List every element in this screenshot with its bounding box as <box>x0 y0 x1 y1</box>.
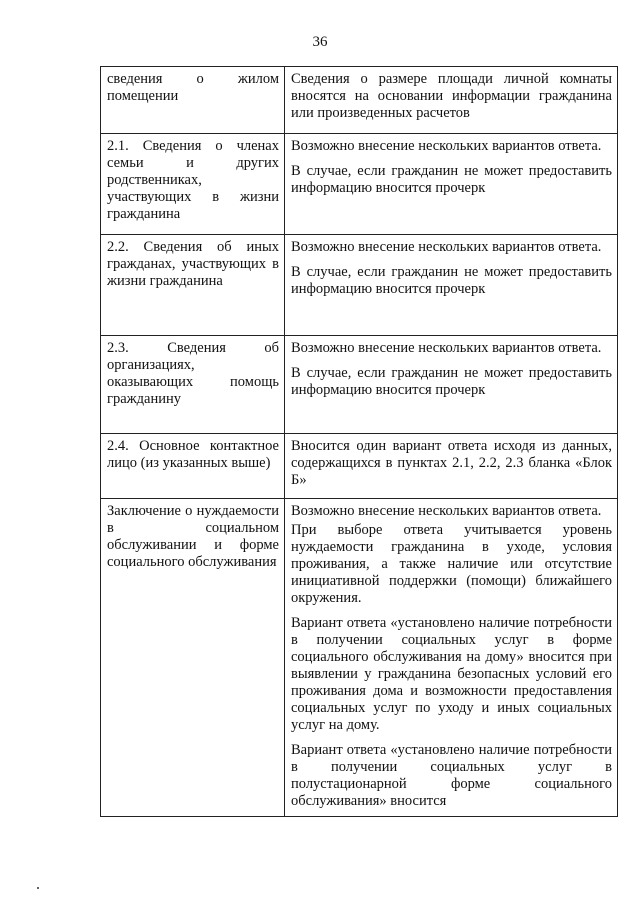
field-name: 2.1. Сведения о членах семьи и других родственниках, участвующих в жизни гражданина <box>107 138 279 222</box>
field-name: Заключение о нуждаемости в социальном обслуживании и форме социального обслуживания <box>107 503 279 570</box>
field-name: сведения о жилом помещении <box>107 71 279 104</box>
instruction-text: В случае, если гражданин не может предоставить информацию вносится прочерк <box>291 264 612 297</box>
field-instructions-cell <box>285 434 618 499</box>
field-name-cell <box>101 434 285 499</box>
table-row <box>101 336 618 434</box>
instruction-text: Возможно внесение нескольких вариантов ответа. <box>291 138 602 154</box>
field-name-cell <box>101 235 285 336</box>
page-number: 36 <box>312 34 328 50</box>
instruction-text: Вносится один вариант ответа исходя из данных, содержащихся в пунктах 2.1, 2.2, 2.3 бланка «Блок Б» <box>291 438 612 488</box>
field-instructions-cell <box>285 235 618 336</box>
field-name: 2.3. Сведения об организациях, оказывающих помощь гражданину <box>107 340 279 407</box>
instruction-text: Возможно внесение нескольких вариантов ответа. <box>291 340 602 356</box>
scan-speck <box>37 887 39 889</box>
field-name-cell <box>101 67 285 134</box>
table-row <box>101 134 618 235</box>
table-row <box>101 499 618 817</box>
field-instructions-cell <box>285 499 618 817</box>
field-name: 2.2. Сведения об иных гражданах, участвующих в жизни гражданина <box>107 239 279 289</box>
instruction-text: Вариант ответа «установлено наличие потребности в получении социальных услуг в форме социального обслуживания на дому» вносится при выявлении у гражданина безопасных условий его проживания дома и возможности предоставления социальных услуг по уходу и иных социальных услуг на дому. <box>291 615 612 733</box>
instruction-text: Сведения о размере площади личной комнаты вносятся на основании информации гражданина или произведенных расчетов <box>291 71 612 121</box>
field-instructions-cell <box>285 336 618 434</box>
field-instructions-cell <box>285 134 618 235</box>
field-name-cell <box>101 134 285 235</box>
field-name-cell <box>101 336 285 434</box>
table-row <box>101 67 618 134</box>
instruction-text: Возможно внесение нескольких вариантов ответа. <box>291 503 602 519</box>
instruction-text: В случае, если гражданин не может предоставить информацию вносится прочерк <box>291 163 612 196</box>
field-name: 2.4. Основное контактное лицо (из указанных выше) <box>107 438 279 471</box>
field-instructions-cell <box>285 67 618 134</box>
instruction-text: Возможно внесение нескольких вариантов ответа. <box>291 239 602 255</box>
instruction-text: В случае, если гражданин не может предоставить информацию вносится прочерк <box>291 365 612 398</box>
table-row <box>101 434 618 499</box>
requirements-table <box>100 66 618 817</box>
instruction-text: При выборе ответа учитывается уровень нуждаемости гражданина в уходе, условия проживания, а также наличие или отсутствие инициативной поддержки (помощи) ближайшего окружения. <box>291 522 612 606</box>
instruction-text: Вариант ответа «установлено наличие потребности в получении социальных услуг в полустационарной форме социального обслуживания» вносится <box>291 742 612 809</box>
table-row <box>101 235 618 336</box>
field-name-cell <box>101 499 285 817</box>
